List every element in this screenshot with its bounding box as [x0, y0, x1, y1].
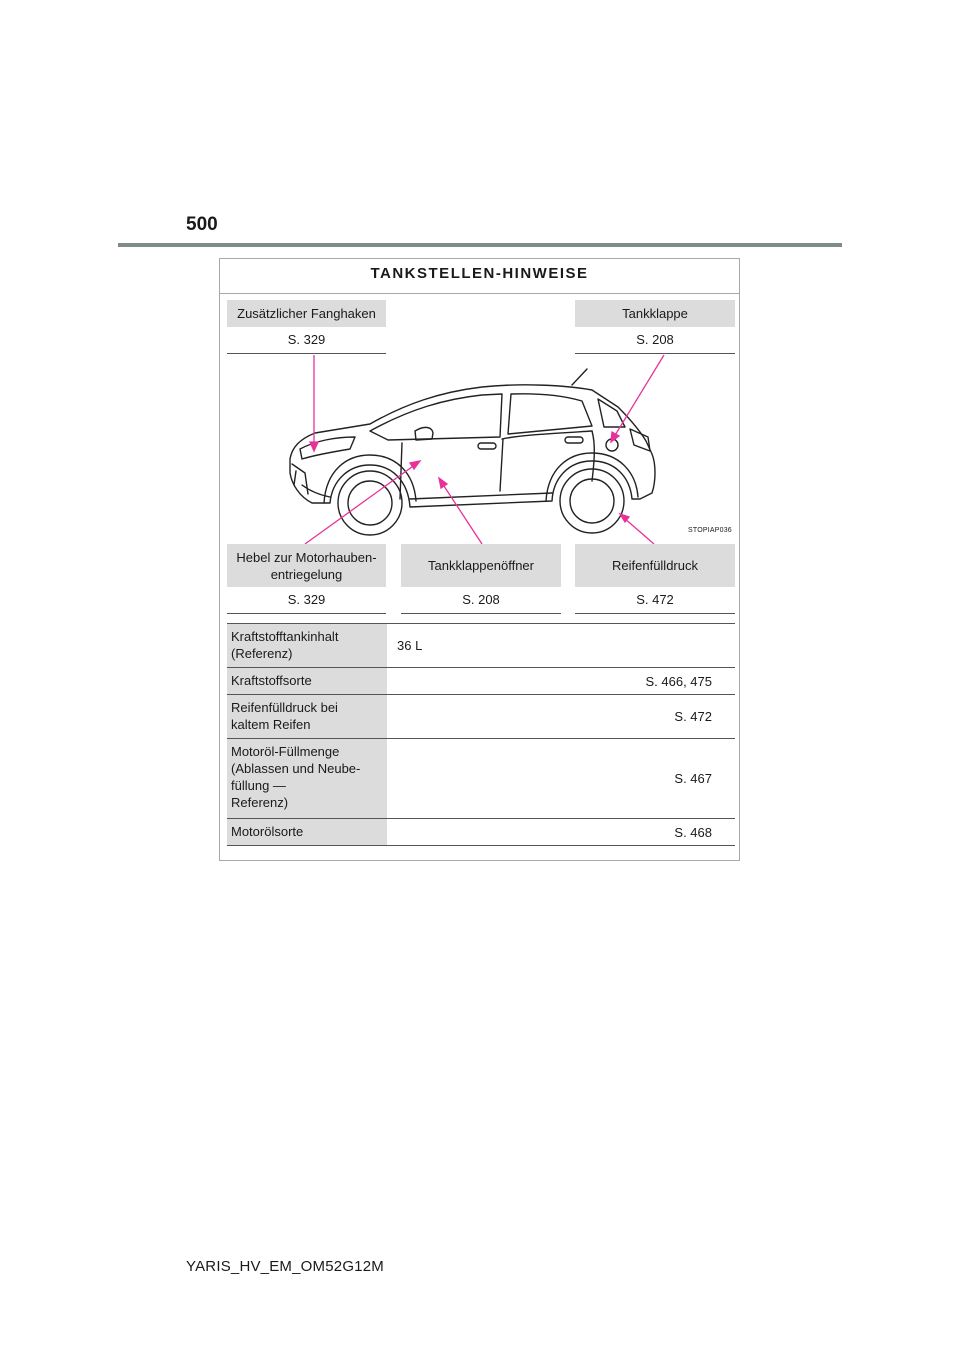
callout-ref-hood-release: S. 329 — [227, 588, 386, 614]
table-row-value: S. 468 — [674, 824, 712, 840]
table-row-value: 36 L — [397, 638, 423, 653]
table-row-value: S. 472 — [674, 709, 712, 724]
table-row-value: S. 466, 475 — [645, 673, 712, 689]
table-row-value: S. 467 — [674, 771, 712, 786]
callout-label-fuel-door: Tankklappe — [575, 300, 735, 327]
image-code: STOPIAP036 — [688, 527, 732, 534]
car-diagram — [220, 259, 739, 559]
table-row — [227, 668, 735, 695]
table-row-label: Motorölsorte — [227, 819, 387, 845]
callout-label-fuel-opener: Tankklappenöffner — [401, 544, 561, 587]
car-illustration — [290, 369, 655, 535]
callout-ref-fuel-door: S. 208 — [575, 328, 735, 354]
callout-ref-tire-pressure: S. 472 — [575, 588, 735, 614]
footer-document-code: YARIS_HV_EM_OM52G12M — [186, 1258, 384, 1275]
table-row-label: Kraftstoffsorte — [227, 668, 387, 694]
table-row — [227, 695, 735, 739]
callout-label-tire-pressure: Reifenfülldruck — [575, 544, 735, 587]
box-title: TANKSTELLEN-HINWEISE — [370, 265, 589, 282]
header-rule — [118, 243, 842, 247]
callout-label-hood-release: Hebel zur Motorhauben- entriegelung — [227, 544, 386, 587]
table-row-label: Reifenfülldruck bei kaltem Reifen — [227, 695, 387, 738]
callout-label-extra-hook: Zusätzlicher Fanghaken — [227, 300, 386, 327]
table-row — [227, 624, 735, 668]
table-row — [227, 739, 735, 819]
callout-ref-extra-hook: S. 329 — [227, 328, 386, 354]
table-row — [227, 819, 735, 846]
callout-ref-fuel-opener: S. 208 — [401, 588, 561, 614]
page-number: 500 — [186, 214, 218, 235]
table-row-label: Motoröl-Füllmenge (Ablassen und Neube- füllung — Referenz) — [227, 739, 387, 818]
table-row-label: Kraftstofftankinhalt (Referenz) — [227, 624, 387, 667]
info-box — [219, 258, 740, 861]
